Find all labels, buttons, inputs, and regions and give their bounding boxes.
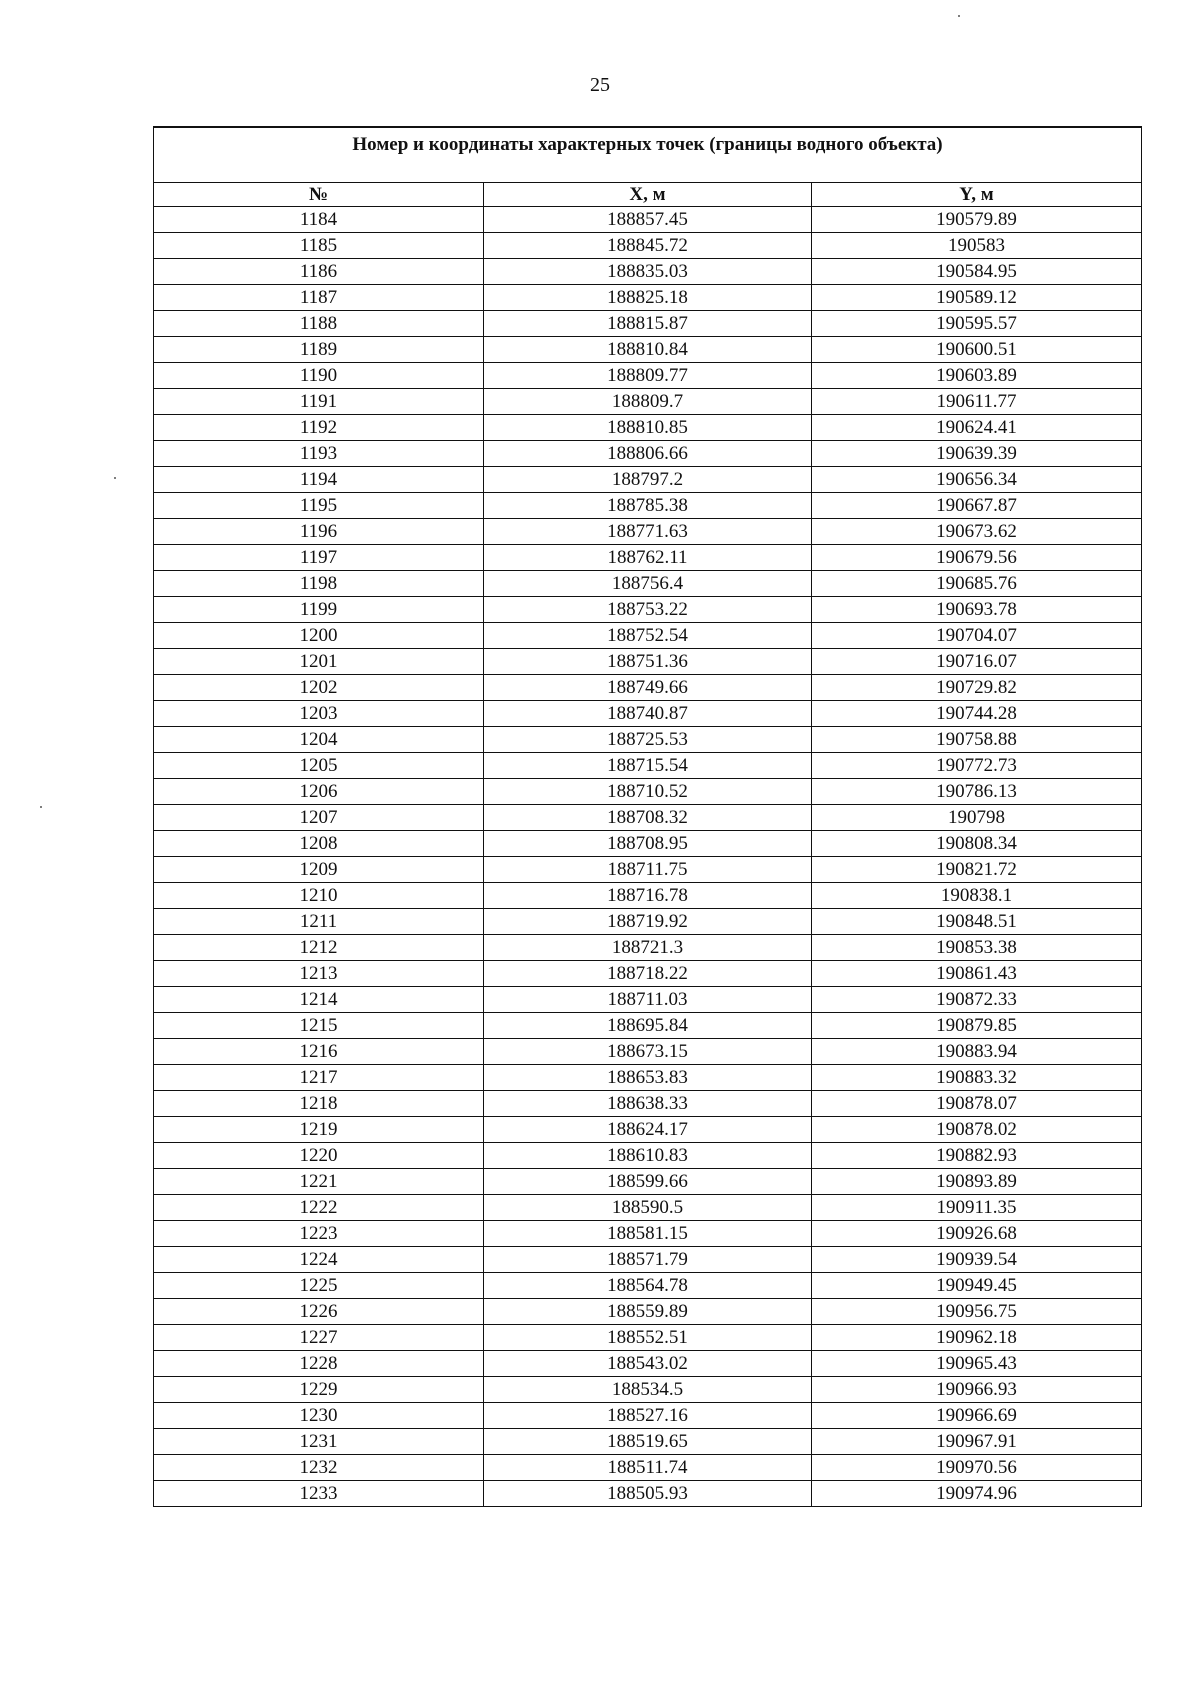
cell-y: 190798	[812, 805, 1142, 831]
cell-number: 1231	[154, 1429, 484, 1455]
cell-y: 190584.95	[812, 259, 1142, 285]
header-row	[154, 183, 1142, 207]
cell-number: 1196	[154, 519, 484, 545]
table-row	[154, 1429, 1142, 1455]
cell-y: 190595.57	[812, 311, 1142, 337]
cell-number: 1227	[154, 1325, 484, 1351]
cell-y: 190729.82	[812, 675, 1142, 701]
table-row	[154, 389, 1142, 415]
cell-number: 1215	[154, 1013, 484, 1039]
cell-y: 190579.89	[812, 207, 1142, 233]
table-row	[154, 779, 1142, 805]
cell-x: 188711.75	[484, 857, 812, 883]
column-header-x: X, м	[484, 183, 812, 207]
table-row	[154, 1481, 1142, 1507]
page-number: 25	[590, 74, 610, 96]
cell-x: 188708.32	[484, 805, 812, 831]
cell-y: 190911.35	[812, 1195, 1142, 1221]
cell-y: 190893.89	[812, 1169, 1142, 1195]
table-row	[154, 207, 1142, 233]
cell-x: 188590.5	[484, 1195, 812, 1221]
cell-number: 1209	[154, 857, 484, 883]
cell-y: 190744.28	[812, 701, 1142, 727]
table-row	[154, 1403, 1142, 1429]
cell-y: 190693.78	[812, 597, 1142, 623]
cell-number: 1223	[154, 1221, 484, 1247]
cell-x: 188740.87	[484, 701, 812, 727]
cell-y: 190879.85	[812, 1013, 1142, 1039]
cell-y: 190848.51	[812, 909, 1142, 935]
cell-x: 188511.74	[484, 1455, 812, 1481]
table-caption: Номер и координаты характерных точек (границы водного объекта)	[154, 127, 1142, 183]
cell-x: 188797.2	[484, 467, 812, 493]
table-row	[154, 987, 1142, 1013]
cell-x: 188806.66	[484, 441, 812, 467]
cell-y: 190704.07	[812, 623, 1142, 649]
cell-y: 190853.38	[812, 935, 1142, 961]
cell-x: 188653.83	[484, 1065, 812, 1091]
cell-x: 188809.7	[484, 389, 812, 415]
cell-number: 1207	[154, 805, 484, 831]
table-row	[154, 1221, 1142, 1247]
cell-x: 188673.15	[484, 1039, 812, 1065]
cell-x: 188749.66	[484, 675, 812, 701]
cell-x: 188810.85	[484, 415, 812, 441]
table-row	[154, 1351, 1142, 1377]
cell-x: 188715.54	[484, 753, 812, 779]
table-row	[154, 285, 1142, 311]
cell-number: 1185	[154, 233, 484, 259]
table-row	[154, 1299, 1142, 1325]
cell-number: 1205	[154, 753, 484, 779]
table-row	[154, 1065, 1142, 1091]
cell-y: 190926.68	[812, 1221, 1142, 1247]
cell-y: 190965.43	[812, 1351, 1142, 1377]
cell-number: 1200	[154, 623, 484, 649]
cell-x: 188815.87	[484, 311, 812, 337]
cell-y: 190970.56	[812, 1455, 1142, 1481]
cell-y: 190967.91	[812, 1429, 1142, 1455]
cell-number: 1194	[154, 467, 484, 493]
cell-number: 1218	[154, 1091, 484, 1117]
cell-y: 190656.34	[812, 467, 1142, 493]
cell-y: 190772.73	[812, 753, 1142, 779]
cell-number: 1208	[154, 831, 484, 857]
cell-x: 188552.51	[484, 1325, 812, 1351]
cell-y: 190679.56	[812, 545, 1142, 571]
table-body	[154, 207, 1142, 1507]
table-row	[154, 1117, 1142, 1143]
cell-x: 188710.52	[484, 779, 812, 805]
cell-x: 188716.78	[484, 883, 812, 909]
cell-y: 190673.62	[812, 519, 1142, 545]
table-row	[154, 1091, 1142, 1117]
table-row	[154, 961, 1142, 987]
cell-number: 1184	[154, 207, 484, 233]
table-row	[154, 441, 1142, 467]
cell-number: 1214	[154, 987, 484, 1013]
cell-x: 188559.89	[484, 1299, 812, 1325]
cell-number: 1195	[154, 493, 484, 519]
cell-y: 190949.45	[812, 1273, 1142, 1299]
cell-number: 1202	[154, 675, 484, 701]
table-row	[154, 805, 1142, 831]
cell-x: 188581.15	[484, 1221, 812, 1247]
cell-number: 1197	[154, 545, 484, 571]
cell-x: 188527.16	[484, 1403, 812, 1429]
cell-x: 188599.66	[484, 1169, 812, 1195]
cell-y: 190624.41	[812, 415, 1142, 441]
cell-number: 1192	[154, 415, 484, 441]
cell-y: 190966.69	[812, 1403, 1142, 1429]
cell-number: 1187	[154, 285, 484, 311]
cell-number: 1220	[154, 1143, 484, 1169]
scan-speck	[958, 15, 960, 17]
cell-number: 1226	[154, 1299, 484, 1325]
table-row	[154, 1377, 1142, 1403]
cell-y: 190685.76	[812, 571, 1142, 597]
table-row	[154, 831, 1142, 857]
table-row	[154, 623, 1142, 649]
table-row	[154, 1143, 1142, 1169]
cell-number: 1229	[154, 1377, 484, 1403]
cell-x: 188719.92	[484, 909, 812, 935]
cell-y: 190966.93	[812, 1377, 1142, 1403]
cell-y: 190821.72	[812, 857, 1142, 883]
cell-x: 188564.78	[484, 1273, 812, 1299]
cell-y: 190611.77	[812, 389, 1142, 415]
cell-y: 190939.54	[812, 1247, 1142, 1273]
cell-number: 1219	[154, 1117, 484, 1143]
cell-number: 1199	[154, 597, 484, 623]
table-row	[154, 493, 1142, 519]
table-row	[154, 1273, 1142, 1299]
cell-y: 190974.96	[812, 1481, 1142, 1507]
cell-number: 1193	[154, 441, 484, 467]
cell-y: 190838.1	[812, 883, 1142, 909]
cell-number: 1189	[154, 337, 484, 363]
cell-x: 188810.84	[484, 337, 812, 363]
cell-number: 1201	[154, 649, 484, 675]
scan-speck	[114, 477, 116, 479]
cell-x: 188711.03	[484, 987, 812, 1013]
table-row	[154, 935, 1142, 961]
cell-number: 1186	[154, 259, 484, 285]
cell-number: 1210	[154, 883, 484, 909]
cell-y: 190758.88	[812, 727, 1142, 753]
cell-x: 188695.84	[484, 1013, 812, 1039]
cell-x: 188505.93	[484, 1481, 812, 1507]
cell-x: 188857.45	[484, 207, 812, 233]
cell-number: 1232	[154, 1455, 484, 1481]
cell-number: 1221	[154, 1169, 484, 1195]
table-row	[154, 597, 1142, 623]
table-row	[154, 883, 1142, 909]
table-row	[154, 1039, 1142, 1065]
table-row	[154, 753, 1142, 779]
table-row	[154, 233, 1142, 259]
cell-x: 188543.02	[484, 1351, 812, 1377]
cell-number: 1190	[154, 363, 484, 389]
table-row	[154, 1247, 1142, 1273]
cell-x: 188809.77	[484, 363, 812, 389]
cell-number: 1222	[154, 1195, 484, 1221]
cell-x: 188825.18	[484, 285, 812, 311]
cell-y: 190603.89	[812, 363, 1142, 389]
cell-x: 188708.95	[484, 831, 812, 857]
cell-number: 1211	[154, 909, 484, 935]
table-row	[154, 363, 1142, 389]
table-row	[154, 649, 1142, 675]
table-row	[154, 1013, 1142, 1039]
cell-number: 1224	[154, 1247, 484, 1273]
cell-x: 188534.5	[484, 1377, 812, 1403]
cell-x: 188756.4	[484, 571, 812, 597]
cell-number: 1217	[154, 1065, 484, 1091]
cell-number: 1233	[154, 1481, 484, 1507]
cell-number: 1198	[154, 571, 484, 597]
cell-number: 1206	[154, 779, 484, 805]
cell-number: 1225	[154, 1273, 484, 1299]
table-row	[154, 1195, 1142, 1221]
table-row	[154, 415, 1142, 441]
cell-x: 188638.33	[484, 1091, 812, 1117]
cell-number: 1213	[154, 961, 484, 987]
cell-x: 188718.22	[484, 961, 812, 987]
cell-x: 188762.11	[484, 545, 812, 571]
table-row	[154, 259, 1142, 285]
table-row	[154, 727, 1142, 753]
table-row	[154, 675, 1142, 701]
table-row	[154, 1169, 1142, 1195]
cell-y: 190878.07	[812, 1091, 1142, 1117]
cell-y: 190878.02	[812, 1117, 1142, 1143]
cell-x: 188835.03	[484, 259, 812, 285]
cell-x: 188785.38	[484, 493, 812, 519]
cell-x: 188624.17	[484, 1117, 812, 1143]
cell-number: 1188	[154, 311, 484, 337]
scan-speck	[40, 806, 42, 808]
cell-x: 188845.72	[484, 233, 812, 259]
table-row	[154, 1325, 1142, 1351]
cell-number: 1191	[154, 389, 484, 415]
cell-x: 188725.53	[484, 727, 812, 753]
cell-y: 190872.33	[812, 987, 1142, 1013]
cell-y: 190956.75	[812, 1299, 1142, 1325]
cell-number: 1204	[154, 727, 484, 753]
cell-y: 190639.39	[812, 441, 1142, 467]
coordinates-table	[153, 126, 1142, 1507]
table-row	[154, 545, 1142, 571]
cell-x: 188752.54	[484, 623, 812, 649]
cell-y: 190600.51	[812, 337, 1142, 363]
cell-y: 190883.32	[812, 1065, 1142, 1091]
cell-y: 190667.87	[812, 493, 1142, 519]
cell-number: 1216	[154, 1039, 484, 1065]
table-row	[154, 701, 1142, 727]
cell-number: 1203	[154, 701, 484, 727]
cell-y: 190583	[812, 233, 1142, 259]
cell-x: 188751.36	[484, 649, 812, 675]
table-row	[154, 909, 1142, 935]
cell-number: 1228	[154, 1351, 484, 1377]
cell-y: 190589.12	[812, 285, 1142, 311]
cell-y: 190883.94	[812, 1039, 1142, 1065]
cell-y: 190786.13	[812, 779, 1142, 805]
cell-x: 188610.83	[484, 1143, 812, 1169]
table-row	[154, 857, 1142, 883]
table-row	[154, 337, 1142, 363]
cell-x: 188721.3	[484, 935, 812, 961]
table-row	[154, 1455, 1142, 1481]
cell-number: 1212	[154, 935, 484, 961]
cell-y: 190861.43	[812, 961, 1142, 987]
cell-y: 190962.18	[812, 1325, 1142, 1351]
table-row	[154, 311, 1142, 337]
column-header-y: Y, м	[812, 183, 1142, 207]
cell-x: 188519.65	[484, 1429, 812, 1455]
cell-y: 190716.07	[812, 649, 1142, 675]
column-header-number: №	[154, 183, 484, 207]
cell-x: 188771.63	[484, 519, 812, 545]
cell-x: 188571.79	[484, 1247, 812, 1273]
cell-number: 1230	[154, 1403, 484, 1429]
table-row	[154, 467, 1142, 493]
table-row	[154, 571, 1142, 597]
cell-x: 188753.22	[484, 597, 812, 623]
cell-y: 190808.34	[812, 831, 1142, 857]
table-row	[154, 519, 1142, 545]
cell-y: 190882.93	[812, 1143, 1142, 1169]
